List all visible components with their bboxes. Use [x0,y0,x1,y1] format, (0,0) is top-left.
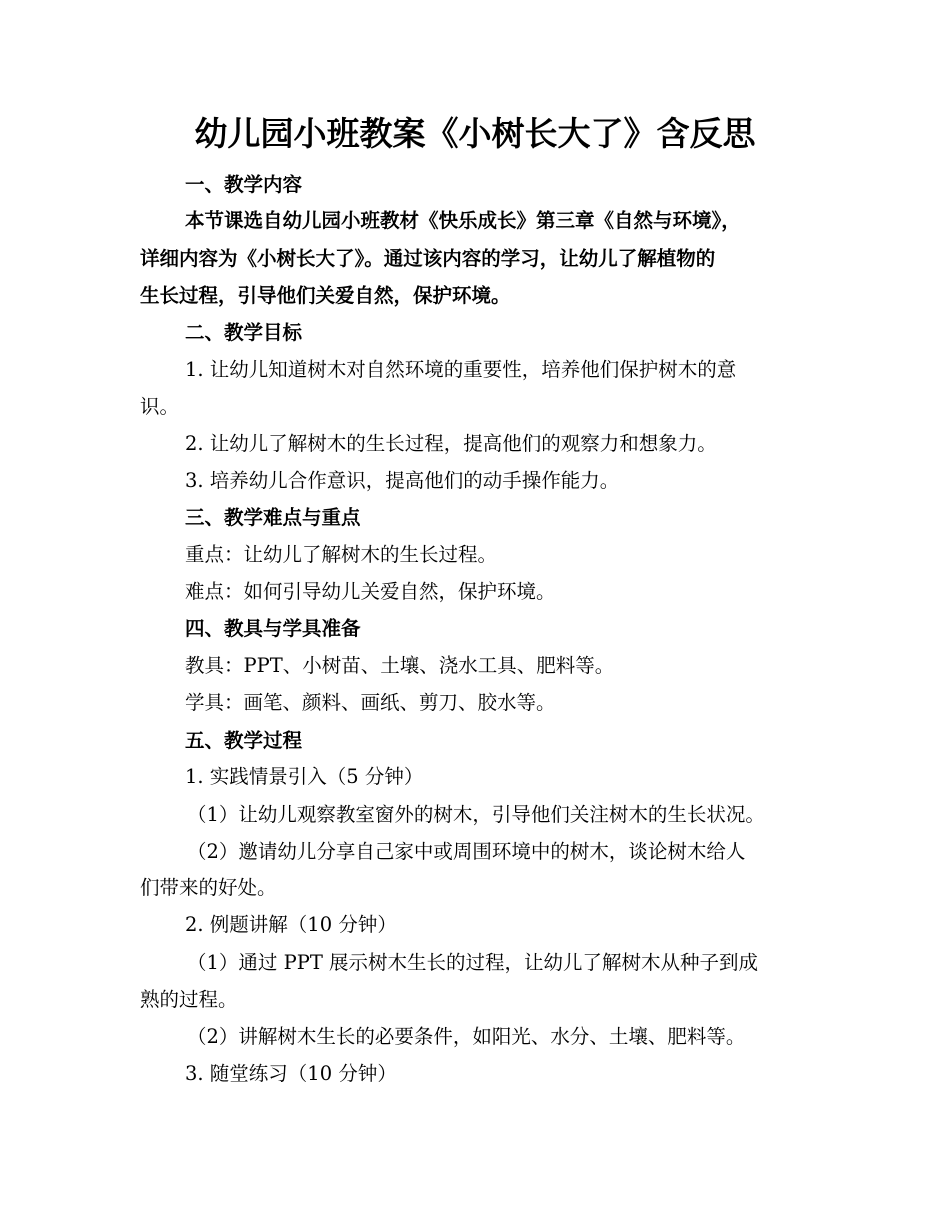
list-item: 2. 让幼儿了解树木的生长过程，提高他们的观察力和想象力。 [185,432,717,455]
list-item: 1. 让幼儿知道树木对自然环境的重要性，培养他们保护树木的意 [185,358,737,381]
paragraph-line: 重点：让幼儿了解树木的生长过程。 [185,543,498,566]
sub-item: （2）邀请幼儿分享自己家中或周围环境中的树木，谈论树木给人 [187,840,746,863]
paragraph-line: 难点：如何引导幼儿关爱自然，保护环境。 [185,580,556,603]
document-title: 幼儿园小班教案《小树长大了》含反思 [194,114,756,153]
paragraph-line: 学具：画笔、颜料、画纸、剪刀、胶水等。 [185,691,556,714]
sub-item: （1）通过 PPT 展示树木生长的过程，让幼儿了解树木从种子到成 [187,951,759,974]
list-item: 3. 培养幼儿合作意识，提高他们的动手操作能力。 [185,469,620,492]
list-item: 3. 随堂练习（10 分钟） [185,1062,397,1085]
paragraph-line: 本节课选自幼儿园小班教材《快乐成长》第三章《自然与环境》， [185,209,741,232]
list-item: 1. 实践情景引入（5 分钟） [185,765,424,788]
paragraph-line: 详细内容为《小树长大了》。通过该内容的学习，让幼儿了解植物的 [140,247,716,270]
paragraph-line: 生长过程，引导他们关爱自然，保护环境。 [140,284,511,307]
sub-item: （1）让幼儿观察教室窗外的树木，引导他们关注树木的生长状况。 [187,803,765,826]
section-heading-difficulty: 三、教学难点与重点 [185,506,361,529]
section-heading-content: 一、教学内容 [185,173,303,196]
sub-item-continuation: 熟的过程。 [140,988,238,1011]
sub-item: （2）讲解树木生长的必要条件，如阳光、水分、土壤、肥料等。 [187,1025,746,1048]
paragraph-line: 教具：PPT、小树苗、土壤、浇水工具、肥料等。 [185,654,615,677]
section-heading-materials: 四、教具与学具准备 [185,617,361,640]
list-item: 2. 例题讲解（10 分钟） [185,913,397,936]
sub-item-continuation: 们带来的好处。 [140,876,277,899]
section-heading-process: 五、教学过程 [185,729,303,752]
list-item-continuation: 识。 [140,395,180,418]
section-heading-goals: 二、教学目标 [185,321,303,344]
